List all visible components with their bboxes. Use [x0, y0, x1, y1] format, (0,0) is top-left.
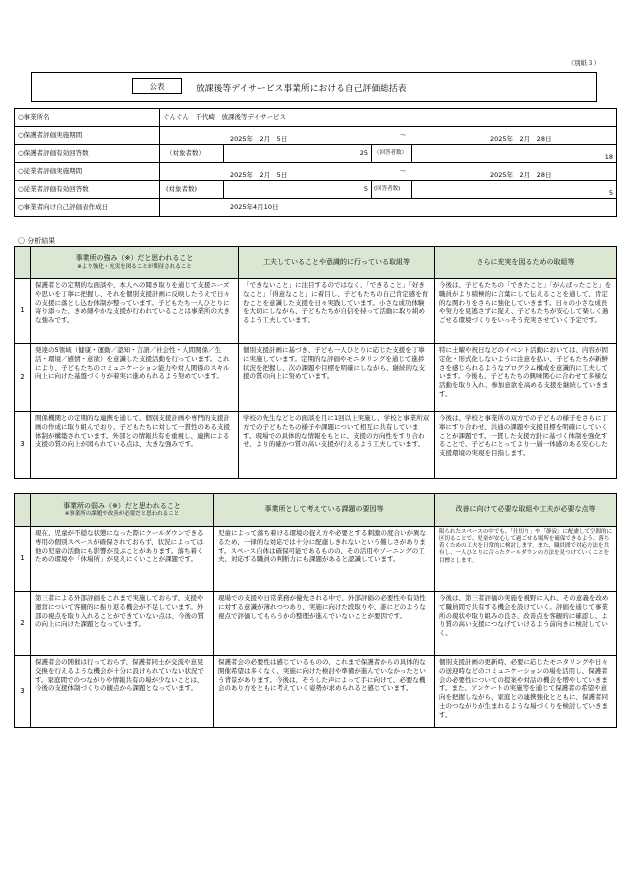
staff-answer-label: (回答者数)	[372, 181, 412, 199]
weakness-cause-text: 保護者会の必要性は感じているものの、これまで保護者からの具体的な開催希望は多くなく、実施に向けた検討や準備が進んでいなかったという背景があります。今後は、そうした声によって手に向けて、必要な機会のあり方をともに考えていく姿勢が求められると感じています。	[214, 656, 435, 728]
page-title: 放課後等デイサービス事業所における自己評価総括表	[196, 84, 407, 94]
staff-count-label: ○従業者評価有効回答数	[15, 181, 160, 199]
strength-effort-text: 個別支援計画に基づき、子ども一人ひとりに応じた支援を丁寧に実施しています。定期的な評価やモニタリングを通じて進捗状況を把握し、次の課題や目標を明確にしながら、継続的な支援の質の向上に努めています。	[239, 344, 435, 412]
table-row	[15, 656, 617, 728]
row-number: 2	[15, 592, 31, 656]
strengths-col1-header	[31, 247, 239, 279]
guardian-answer-label: （回答者数）	[372, 145, 412, 163]
staff-period-label: ○従業者評価実施期間	[15, 163, 160, 181]
guardian-period-start: 2025年 2月 5日	[230, 135, 288, 143]
row-number: 2	[15, 344, 31, 412]
report-date-row	[15, 199, 617, 217]
strength-text: 発達の5領域（健康・運動／認知・言語／社会性・人間関係／生活・環境／感情・意欲）を意識した支援活動を行っています。これにより、子どもたちのコミュニケーション能力や対人関係のスキル向上に向けた基盤づくりが着実に進められるよう努めています。	[31, 344, 239, 412]
document-number: （別紙３）	[567, 59, 600, 67]
facility-row	[15, 109, 617, 127]
guardian-period-end: 2025年 2月 28日	[490, 135, 552, 143]
strength-effort-text: 学校の先生などとの面談を月に1回以上実施し、学校と事業所双方での子どもたちの様子や課題について相互に共有しています。現場での具体的な情報をもとに、支援の方向性をすり合わせ、より的確かつ質の高い支援が行えるよう工夫しています。	[239, 412, 435, 479]
guardian-answer-value: 18	[412, 145, 617, 163]
info-table	[14, 108, 617, 217]
strengths-table	[14, 246, 617, 479]
table-row	[15, 412, 617, 479]
row-number: 3	[15, 412, 31, 479]
staff-count-row	[15, 181, 617, 199]
weaknesses-col1-header	[31, 494, 214, 527]
weakness-text: 現在、児童が不穏な状態になった際にクールダウンできる専用の個別スペースが確保されておらず、状況によっては他の児童の活動にも影響が及ぶことがあります。落ち着くための環境や「休場所」が見えにくいことが課題です。	[31, 527, 214, 592]
strength-text: 関係機関との定期的な連携を通して、個別支援計画や専門的支援計画の作成に取り組んでおり、子どもたちに対して一貫性のある支援体制が構築されています。外部との情報共有を重視し、連携による支援の質の向上が図られている点は、大きな強みです。	[31, 412, 239, 479]
table-row	[15, 527, 617, 592]
weaknesses-col1-note: ※事業所の課題や改善が必要だと思われること	[64, 511, 180, 518]
row-number: 1	[15, 527, 31, 592]
table-row	[15, 344, 617, 412]
weakness-improvement-text: 個別支援計画の更新時、必要に応じたモニタリングや日々の送迎時などのコミュニケーションの場を活用し、保護者会の必要性についての提案や対話の機会を増やしていきます。また、アンケートの実施等を通じて保護者の希望や意向を把握しながら、家庭との連携強化とともに、保護者同士のつながりが生まれるような場づくりを検討していきます。	[435, 656, 617, 728]
table-row	[15, 592, 617, 656]
weaknesses-col3-header: 改善に向けて必要な取組や工夫が必要な点等	[435, 494, 617, 527]
weaknesses-col1-title: 事業所の弱み（※）だと思われること	[63, 501, 181, 510]
guardian-period-label: ○保護者評価実施期間	[15, 127, 160, 145]
strength-effort-text: 「できないこと」に注目するのではなく、「できること」「好きなこと」「得意なこと」に着目し、子どもたちの自己肯定感を育むことを意識した支援を日々実践しています。小さな成功体験を大切にしながら、子どもたちが自信を持って活動に取り組めるよう工夫しています。	[239, 279, 435, 344]
public-tag: 公表	[132, 78, 182, 94]
guardian-count-row	[15, 145, 617, 163]
weakness-improvement-text: 今後は、第三者評価の実施を視野に入れ、その意義を改めて職員間で共有する機会を設けていく。評価を通じて事業所の現状や取り組みの良さ、改善点を客観的に確認し、より質の高い支援につなげていけるよう前向きに検討していく。	[435, 592, 617, 656]
strengths-col1-title: 事業所の強み（※）だと思われること	[75, 254, 194, 263]
strengths-header-row	[15, 247, 617, 279]
weakness-text: 第三者による外部評価をこれまで実施しておらず、支援や運営について客観的に振り返る機会が不足しています。外部の視点を取り入れることができていない点は、今後の質の向上に向けた課題となっています。	[31, 592, 214, 656]
report-date-value: 2025年4月10日	[230, 203, 279, 211]
weakness-cause-text: 児童によって落ち着ける環境の捉え方や必要とする刺激の度合いが異なるため、一律的な対応では十分に配慮しきれないという難しさがあります。スペース自体は確保可能であるものの、その活用やゾーニングの工夫、対応する職員の判断力にも課題があると認識しています。	[214, 527, 435, 592]
report-date-label: ○事業者向け自己評価表作成日	[15, 199, 160, 217]
staff-period-tilde: ～	[400, 167, 407, 175]
guardian-count-label: ○保護者評価有効回答数	[15, 145, 160, 163]
weaknesses-header-row	[15, 494, 617, 527]
staff-answer-value: 5	[412, 181, 617, 199]
guardian-period-row	[15, 127, 617, 145]
guardian-period-tilde: ～	[400, 131, 407, 139]
staff-target-value: 5	[224, 181, 372, 199]
strength-improvement-text: 今後は、学校と事業所の双方での子どもの様子をさらに丁寧にすり合わせ、共通の課題や支援目標を明確にしていくことが課題です。一貫した支援方針に基づく体制を強化することで、子どもにとってより一層一体感のある安心した支援環境の実現を目指します。	[435, 412, 617, 479]
strengths-col3-header: さらに充実を図るための取組等	[435, 247, 617, 279]
staff-period-start: 2025年 2月 5日	[230, 171, 288, 179]
facility-label: ○事業所名	[15, 109, 160, 127]
strength-text: 保護者との定期的な面談や、本人への聞き取りを通じて支援ニーズや思いを丁寧に把握し、それを個別支援計画に反映したうえで日々の支援に落とし込む体制が整っています。子どもたち一人ひとりに寄り添った、きめ細やかな支援が行われていることは事業所の大きな強みです。	[31, 279, 239, 344]
strength-improvement-text: 特に土曜や祝日などのイベント活動においては、内容が固定化・形式化しないように注意を払い、子どもたちが新鮮さを感じられるようなプログラム構成を意識的に工夫しています。今後も、子どもたちの興味関心に合わせて多様な活動を取り入れ、参加意欲を高める支援を継続していきます。	[435, 344, 617, 412]
weakness-text: 保護者会の開催は行っておらず、保護者同士が交流や意見交換を行えるような機会が十分に設けられていない状況です。家庭間でのつながりや情報共有の場が少ないことは、今後の支援体制づくりの観点から課題となっています。	[31, 656, 214, 728]
strengths-col1-note: ※より強化・充実を図ることが期待されること	[77, 263, 192, 270]
guardian-target-label: （対象者数）	[160, 145, 224, 163]
weakness-cause-text: 現場での支援や日常業務が優先される中で、外部評価の必要性や有効性に対する意識が薄れつつあり、実施に向けた段取りや、誰にどのような視点で評価してもらうかの整理が進んでいないことが要因です。	[214, 592, 435, 656]
guardian-target-value: 25	[224, 145, 372, 163]
facility-name: ぐんぐん 千代崎 放課後等デイサービス	[160, 109, 617, 127]
row-number: 3	[15, 656, 31, 728]
staff-period-end: 2025年 2月 28日	[490, 171, 552, 179]
staff-target-label: (対象者数)	[160, 181, 224, 199]
row-number: 1	[15, 279, 31, 344]
analysis-heading: 〇 分析結果	[18, 237, 56, 245]
strengths-col2-header: 工夫していることや意識的に行っている取組等	[239, 247, 435, 279]
weaknesses-col2-header: 事業所として考えている課題の要因等	[214, 494, 435, 527]
strength-improvement-text: 今後は、子どもたちの「できたこと」「がんばったこと」を職員がより積極的に言葉にして伝えることを通して、肯定的な関わりをさらに強化していきます。日々の小さな成長や努力を見逃さずに捉え、子どもたちが安心して楽しく過ごせる環境づくりをいっそう充実させていく予定です。	[435, 279, 617, 344]
weakness-improvement-text: 限られたスペースの中でも、「仕切り」や「静寂」に配慮して空間的に区切ることで、児童が安心して過ごせる場所を確保できるよう、落ち着くための工夫を日常的に検討します。また、職員間で対応方法を共有し、一人ひとりに合ったクールダウンの方法を見つけていくことを目標とします。	[435, 527, 617, 592]
table-row	[15, 279, 617, 344]
staff-period-row	[15, 163, 617, 181]
weaknesses-table	[14, 493, 617, 728]
